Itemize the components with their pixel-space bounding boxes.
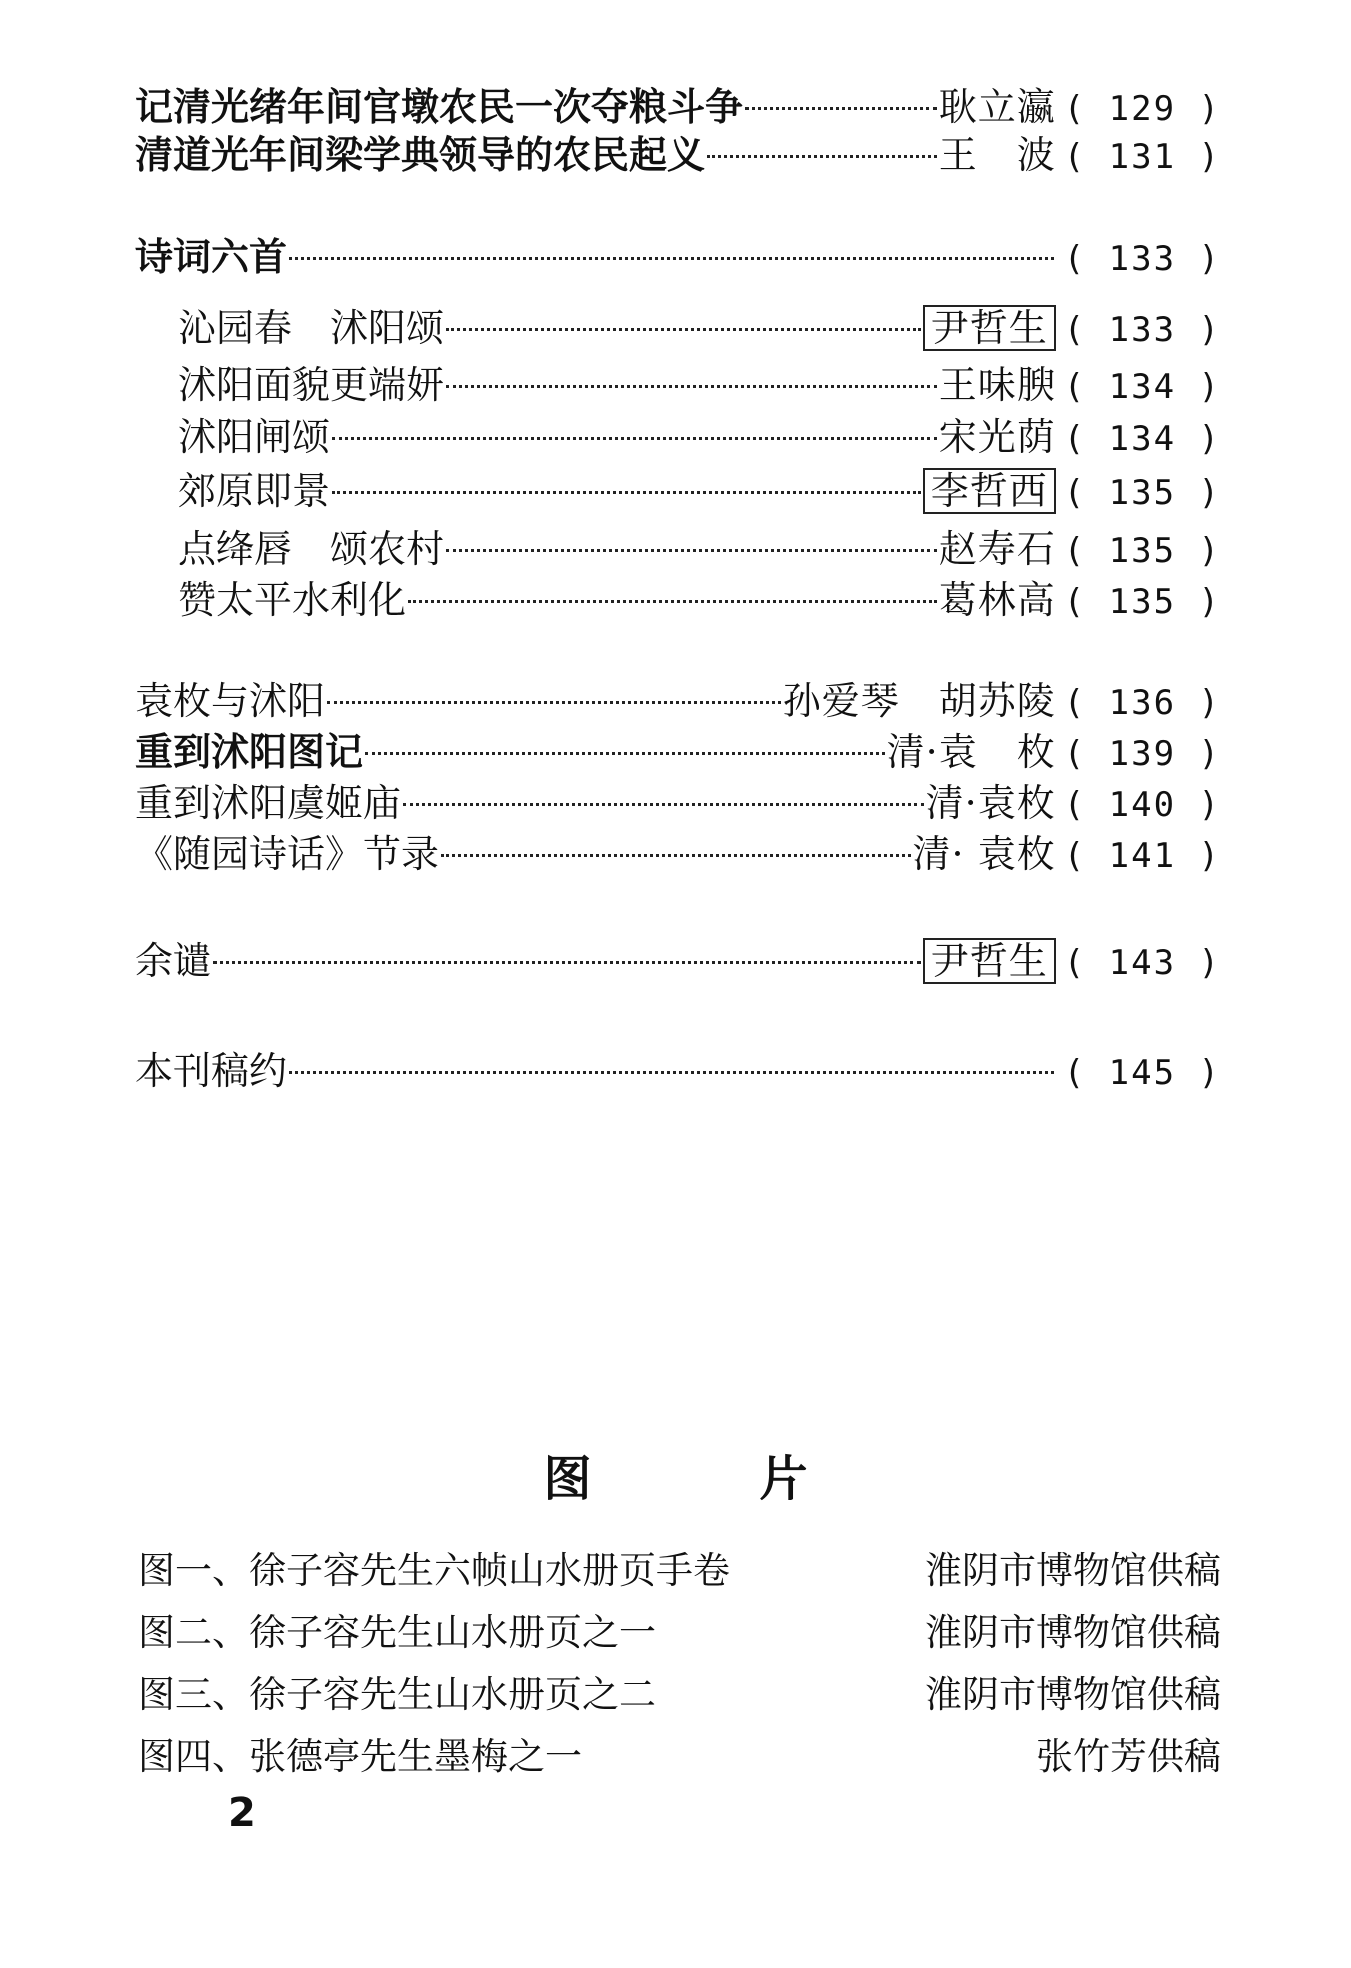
toc-author: 王 波 [938, 133, 1056, 177]
toc-author: 清·袁枚 [925, 781, 1056, 825]
dot-leader [289, 1071, 1054, 1074]
toc-section-entry [135, 234, 1221, 279]
dot-leader [332, 437, 937, 440]
toc-page: ( 135 ) [1063, 473, 1221, 513]
toc-page: ( 134 ) [1063, 367, 1221, 407]
toc-title: 重到沭阳图记 [135, 729, 364, 774]
dot-leader [403, 803, 924, 806]
toc-title: 《随园诗话》节录 [135, 832, 440, 876]
toc-entry [135, 1049, 1221, 1093]
toc-title: 本刊稿约 [135, 1049, 288, 1093]
toc-author-boxed: 李哲西 [923, 468, 1056, 514]
toc-page: ( 133 ) [1063, 310, 1221, 350]
dot-leader [327, 701, 781, 704]
picture-caption: 图二、徐子容先生山水册页之一 [138, 1611, 656, 1654]
toc-author: 宋光荫 [938, 415, 1056, 459]
toc-title: 沭阳闸颂 [178, 415, 331, 459]
dot-leader [707, 155, 937, 158]
toc-title: 袁枚与沭阳 [135, 679, 326, 723]
dot-leader [441, 854, 911, 857]
toc-entry [135, 132, 1221, 177]
dot-leader [213, 961, 921, 964]
dot-leader [332, 491, 921, 494]
picture-entry [138, 1726, 1221, 1780]
toc-section-title: 诗词六首 [135, 234, 288, 279]
toc-title: 沁园春 沭阳颂 [178, 306, 445, 350]
toc-page: ( 129 ) [1063, 89, 1221, 129]
page-number: 2 [228, 1790, 256, 1836]
picture-caption: 图三、徐子容先生山水册页之二 [138, 1673, 656, 1716]
toc-title: 清道光年间梁学典领导的农民起义 [135, 132, 706, 177]
picture-credit: 淮阴市博物馆供稿 [925, 1611, 1221, 1654]
toc-page: ( 136 ) [1063, 683, 1221, 723]
toc-entry [135, 729, 1221, 774]
toc-page: ( 133 ) [1063, 239, 1221, 279]
toc-title: 重到沭阳虞姬庙 [135, 781, 402, 825]
picture-caption: 图四、张德亭先生墨梅之一 [138, 1735, 582, 1778]
toc-entry [178, 363, 1221, 407]
toc-title: 余谴 [135, 939, 212, 983]
toc-author-boxed: 尹哲生 [923, 305, 1056, 351]
toc-title: 郊原即景 [178, 469, 331, 513]
toc-title: 赞太平水利化 [178, 578, 407, 622]
toc-author: 耿立瀛 [938, 85, 1056, 129]
toc-entry [135, 679, 1221, 723]
toc-page: ( 135 ) [1063, 531, 1221, 571]
pictures-heading: 图 片 [543, 1451, 868, 1507]
toc-page: ( 135 ) [1063, 582, 1221, 622]
picture-entry [138, 1540, 1221, 1594]
picture-caption: 图一、徐子容先生六帧山水册页手卷 [138, 1549, 730, 1592]
toc-author: 王味腴 [938, 363, 1056, 407]
toc-author: 葛林高 [938, 578, 1056, 622]
toc-page: ( 145 ) [1063, 1053, 1221, 1093]
dot-leader [289, 257, 1054, 260]
picture-credit: 张竹芳供稿 [1036, 1735, 1221, 1778]
toc-page: ( 131 ) [1063, 137, 1221, 177]
toc-page: ( 143 ) [1063, 943, 1221, 983]
picture-entry [138, 1664, 1221, 1718]
toc-author: 孙爱琴 胡苏陵 [782, 679, 1056, 723]
toc-entry [178, 415, 1221, 459]
toc-author: 清·袁 枚 [886, 730, 1056, 774]
toc-entry [135, 832, 1221, 876]
toc-author-boxed: 尹哲生 [923, 938, 1056, 984]
dot-leader [446, 328, 921, 331]
toc-title: 记清光绪年间官墩农民一次夺粮斗争 [135, 84, 744, 129]
toc-entry [135, 938, 1221, 984]
toc-title: 点绛唇 颂农村 [178, 527, 445, 571]
dot-leader [365, 752, 885, 755]
toc-page: ( 140 ) [1063, 785, 1221, 825]
dot-leader [408, 600, 937, 603]
picture-credit: 淮阴市博物馆供稿 [925, 1549, 1221, 1592]
toc-page: ( 141 ) [1063, 836, 1221, 876]
toc-title: 沭阳面貌更端妍 [178, 363, 445, 407]
toc-page: ( 139 ) [1063, 734, 1221, 774]
toc-entry [178, 305, 1221, 351]
dot-leader [745, 107, 937, 110]
toc-author: 赵寿石 [938, 527, 1056, 571]
toc-entry [135, 84, 1221, 129]
dot-leader [446, 385, 937, 388]
toc-entry [178, 527, 1221, 571]
toc-page: ( 134 ) [1063, 419, 1221, 459]
toc-entry [178, 468, 1221, 514]
toc-entry [178, 578, 1221, 622]
toc-author: 清· 袁枚 [912, 832, 1056, 876]
picture-entry [138, 1602, 1221, 1656]
picture-credit: 淮阴市博物馆供稿 [925, 1673, 1221, 1716]
dot-leader [446, 549, 937, 552]
toc-entry [135, 781, 1221, 825]
